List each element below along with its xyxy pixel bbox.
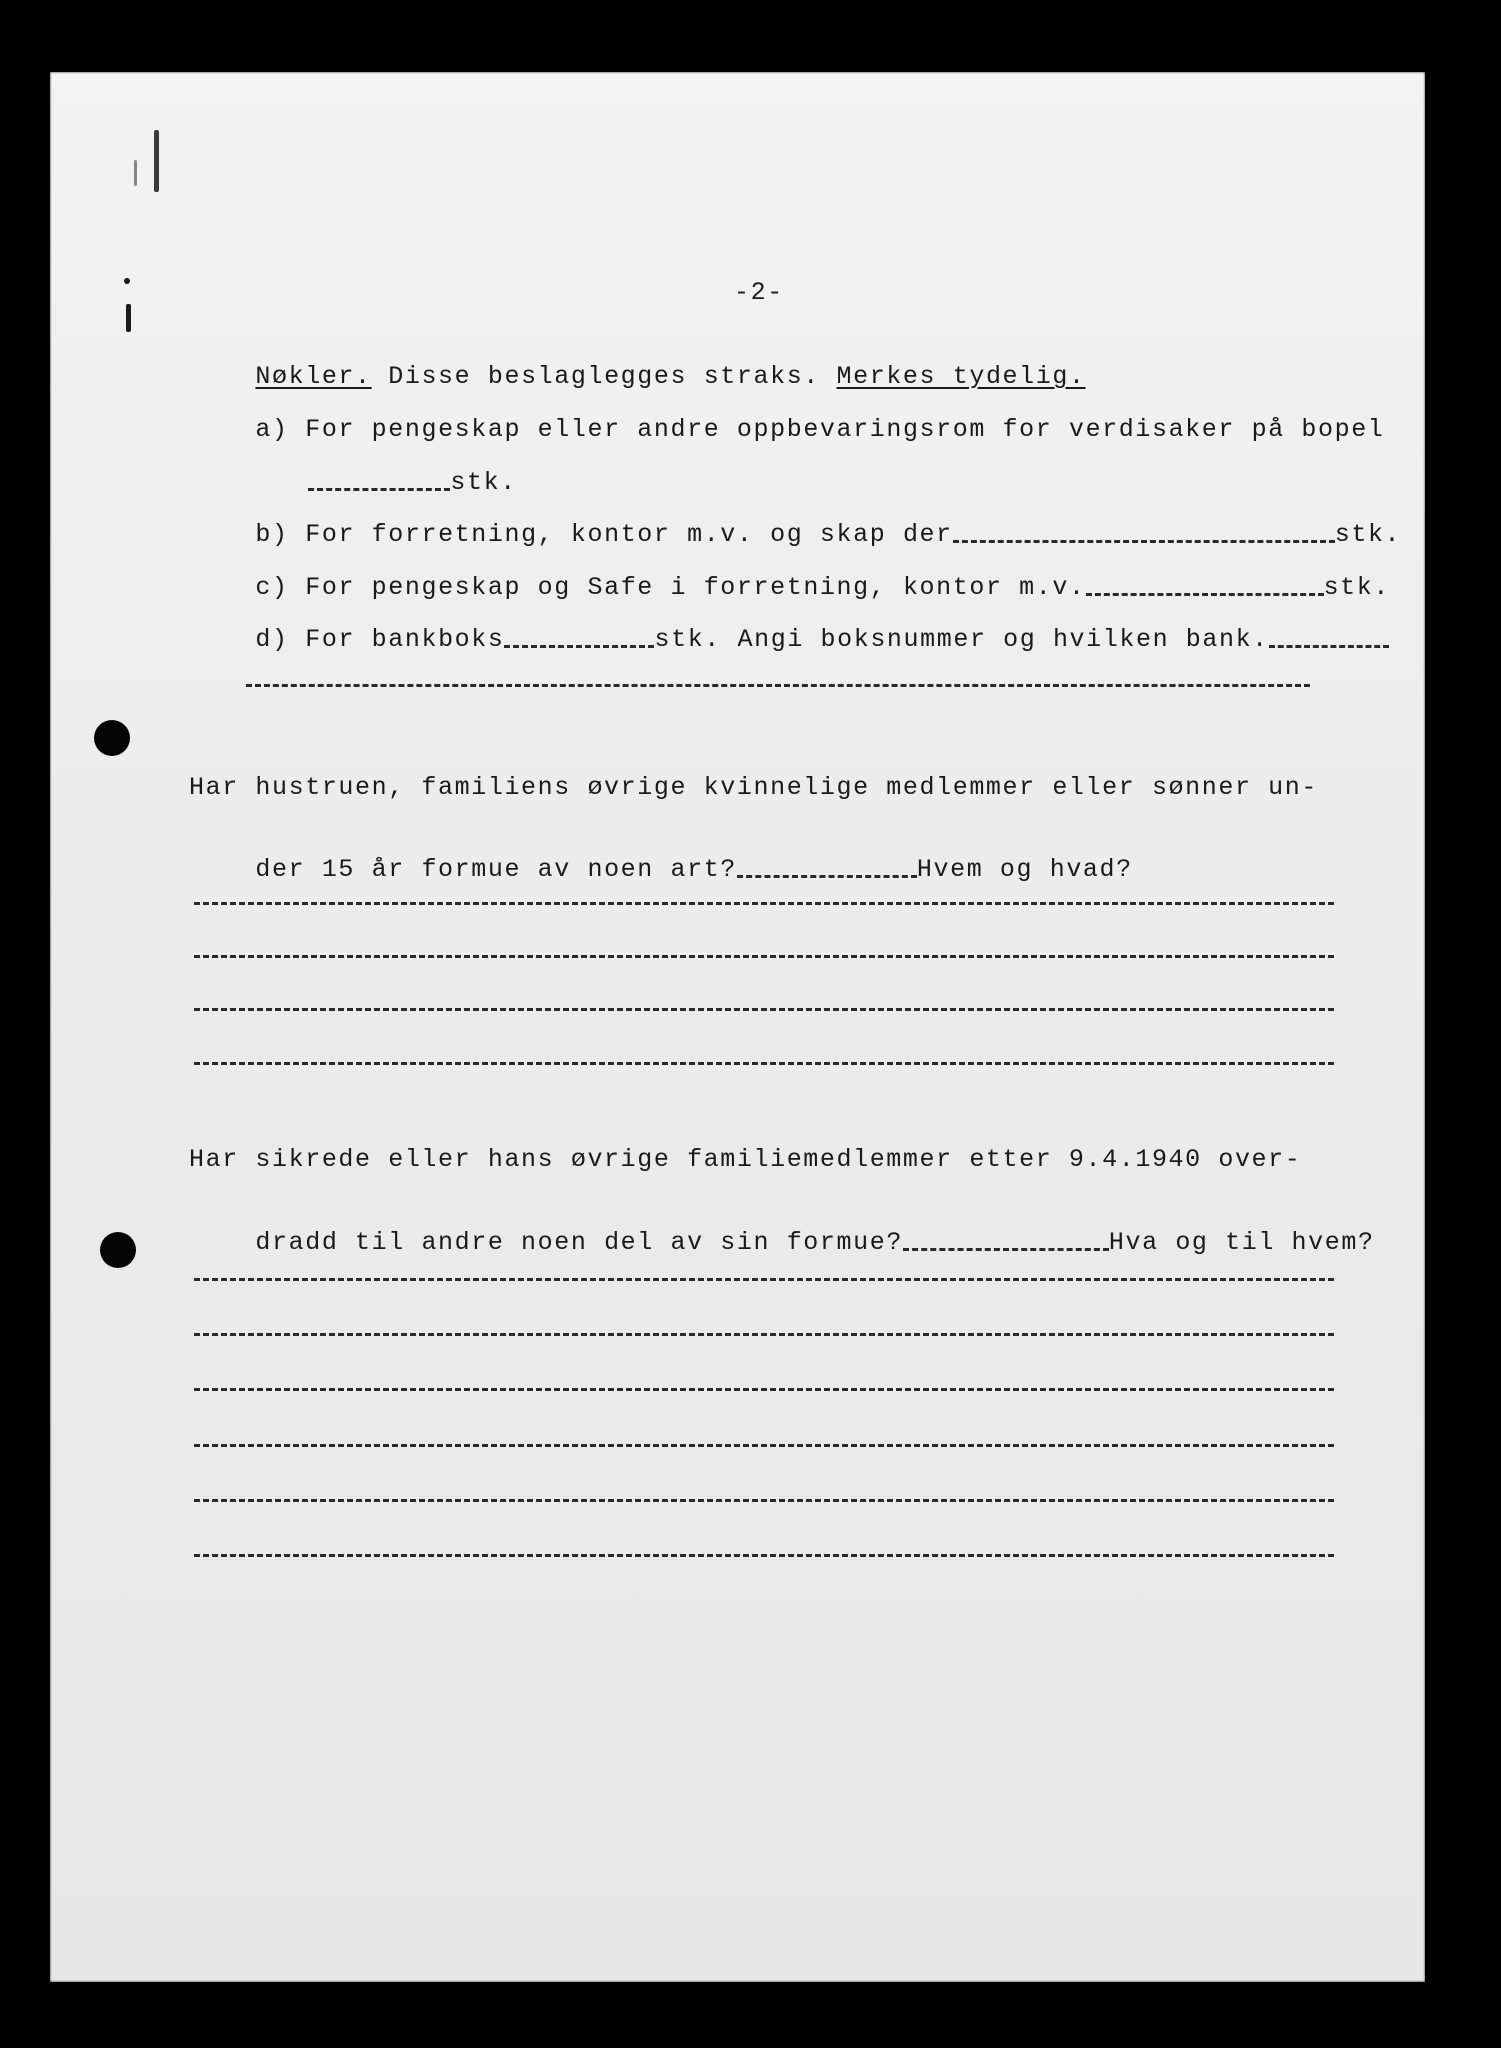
item-d-label: d) <box>255 625 289 654</box>
section-intro: Disse beslaglegges straks. <box>371 362 837 391</box>
item-d-text: For bankboks <box>305 625 505 654</box>
document-page <box>50 72 1425 1982</box>
item-d-unit: stk. <box>654 625 721 654</box>
pencil-mark <box>154 130 159 192</box>
item-d-answer-line[interactable] <box>246 684 1310 687</box>
item-c-text: For pengeskap og Safe i forretning, kontor m.v. <box>305 573 1086 602</box>
section-emphasis: Merkes tydelig. <box>836 362 1086 391</box>
question-1-answer-line[interactable] <box>194 902 1334 905</box>
question-2-answer-line[interactable] <box>194 1333 1334 1336</box>
page-number: -2- <box>734 278 784 307</box>
question-1-answer-line[interactable] <box>194 1062 1334 1065</box>
question-1-followup: Hvem og hvad? <box>916 855 1133 884</box>
question-2-line-1: Har sikrede eller hans øvrige familiemedlemmer etter 9.4.1940 over- <box>189 1145 1302 1174</box>
pencil-mark <box>126 304 131 332</box>
item-d-bank-field[interactable] <box>1269 645 1389 648</box>
question-2-followup: Hva og til hvem? <box>1108 1228 1375 1257</box>
item-b-label: b) <box>255 520 289 549</box>
pencil-mark <box>124 278 130 284</box>
question-2-answer-line[interactable] <box>194 1388 1334 1391</box>
question-2-answer-line[interactable] <box>194 1499 1334 1502</box>
item-c-unit: stk. <box>1323 573 1390 602</box>
item-a-text: For pengeskap eller andre oppbevaringsrom for verdisaker på bopel <box>305 415 1385 444</box>
question-2-answer-line[interactable] <box>194 1278 1334 1281</box>
question-1-answer-line[interactable] <box>194 955 1334 958</box>
question-1-answer-line[interactable] <box>194 1008 1334 1011</box>
question-1-short-answer-field[interactable] <box>737 875 917 878</box>
item-c-label: c) <box>255 573 289 602</box>
question-2-answer-line[interactable] <box>194 1554 1334 1557</box>
question-1-line-1: Har hustruen, familiens øvrige kvinnelige medlemmer eller sønner un- <box>189 773 1318 802</box>
item-a-unit: stk. <box>450 468 517 497</box>
question-2-line-2 <box>189 1198 1375 1288</box>
item-d-count-field[interactable] <box>504 645 654 648</box>
punch-hole <box>94 720 130 756</box>
question-2-short-answer-field[interactable] <box>903 1248 1109 1251</box>
question-2-text: dradd til andre noen del av sin formue? <box>255 1228 903 1257</box>
question-1-text: der 15 år formue av noen art? <box>255 855 737 884</box>
item-b-text: For forretning, kontor m.v. og skap der <box>305 520 953 549</box>
item-a-label: a) <box>255 415 289 444</box>
punch-hole <box>100 1232 136 1268</box>
item-d-text-2: Angi boksnummer og hvilken bank. <box>720 625 1269 654</box>
pencil-mark <box>134 160 137 186</box>
item-b-unit: stk. <box>1334 520 1402 549</box>
question-2-answer-line[interactable] <box>194 1444 1334 1447</box>
item-d-line <box>189 595 1389 685</box>
section-heading: Nøkler. <box>255 362 372 391</box>
